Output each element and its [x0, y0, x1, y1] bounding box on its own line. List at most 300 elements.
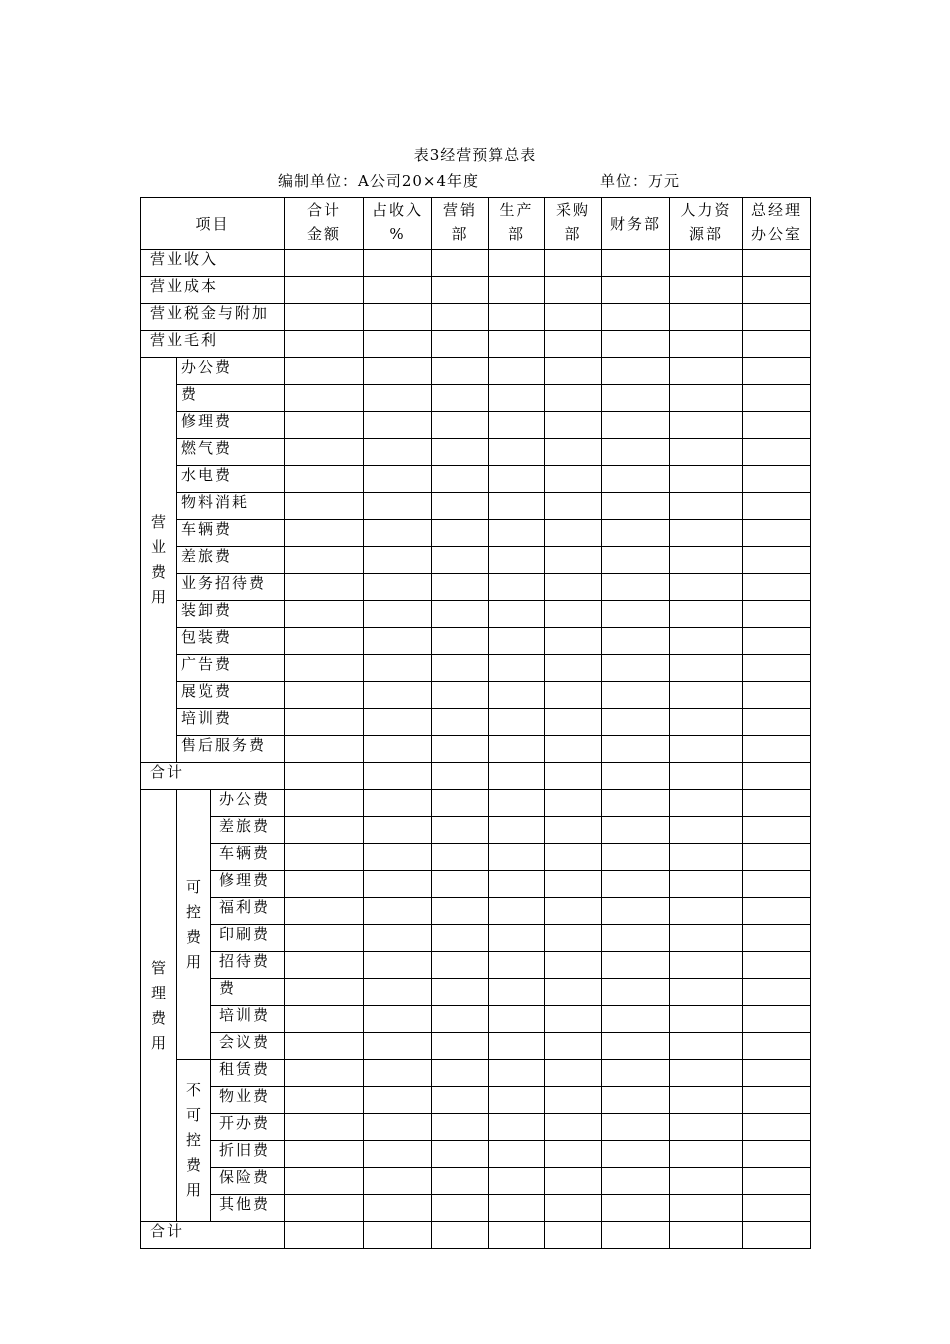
value-cell[interactable] [670, 358, 743, 385]
value-cell[interactable] [545, 574, 602, 601]
value-cell[interactable] [364, 385, 432, 412]
value-cell[interactable] [432, 466, 489, 493]
value-cell[interactable] [545, 520, 602, 547]
value-cell[interactable] [602, 493, 670, 520]
row-label: 装卸费 [177, 601, 285, 628]
value-cell[interactable] [545, 817, 602, 844]
value-cell[interactable] [743, 1195, 811, 1222]
row-label: 修理费 [177, 412, 285, 439]
value-cell[interactable] [285, 547, 364, 574]
value-cell[interactable] [670, 1033, 743, 1060]
value-cell[interactable] [545, 1195, 602, 1222]
value-cell[interactable] [285, 1195, 364, 1222]
value-cell[interactable] [432, 871, 489, 898]
value-cell[interactable] [743, 277, 811, 304]
value-cell[interactable] [489, 1141, 545, 1168]
value-cell[interactable] [670, 979, 743, 1006]
value-cell[interactable] [285, 682, 364, 709]
value-cell[interactable] [432, 979, 489, 1006]
value-cell[interactable] [285, 1006, 364, 1033]
value-cell[interactable] [364, 1033, 432, 1060]
value-cell[interactable] [489, 1006, 545, 1033]
value-cell[interactable] [489, 520, 545, 547]
value-cell[interactable] [489, 466, 545, 493]
value-cell[interactable] [364, 1222, 432, 1249]
value-cell[interactable] [364, 763, 432, 790]
value-cell[interactable] [743, 790, 811, 817]
value-cell[interactable] [602, 952, 670, 979]
value-cell[interactable] [670, 871, 743, 898]
value-cell[interactable] [670, 709, 743, 736]
value-cell[interactable] [602, 250, 670, 277]
value-cell[interactable] [670, 925, 743, 952]
value-cell[interactable] [545, 925, 602, 952]
value-cell[interactable] [670, 1087, 743, 1114]
value-cell[interactable] [743, 1222, 811, 1249]
value-cell[interactable] [489, 1168, 545, 1195]
value-cell[interactable] [743, 655, 811, 682]
value-cell[interactable] [285, 709, 364, 736]
value-cell[interactable] [364, 844, 432, 871]
value-cell[interactable] [545, 1222, 602, 1249]
value-cell[interactable] [432, 655, 489, 682]
value-cell[interactable] [489, 817, 545, 844]
value-cell[interactable] [489, 385, 545, 412]
value-cell[interactable] [670, 1168, 743, 1195]
value-cell[interactable] [489, 709, 545, 736]
value-cell[interactable] [602, 439, 670, 466]
value-cell[interactable] [489, 250, 545, 277]
value-cell[interactable] [670, 817, 743, 844]
value-cell[interactable] [545, 1006, 602, 1033]
value-cell[interactable] [743, 385, 811, 412]
value-cell[interactable] [545, 1060, 602, 1087]
value-cell[interactable] [602, 1060, 670, 1087]
value-cell[interactable] [602, 385, 670, 412]
value-cell[interactable] [743, 358, 811, 385]
value-cell[interactable] [285, 736, 364, 763]
value-cell[interactable] [489, 844, 545, 871]
value-cell[interactable] [743, 439, 811, 466]
value-cell[interactable] [743, 682, 811, 709]
value-cell[interactable] [364, 709, 432, 736]
value-cell[interactable] [743, 1006, 811, 1033]
value-cell[interactable] [432, 1168, 489, 1195]
value-cell[interactable] [670, 520, 743, 547]
value-cell[interactable] [364, 250, 432, 277]
value-cell[interactable] [545, 547, 602, 574]
value-cell[interactable] [364, 817, 432, 844]
value-cell[interactable] [432, 898, 489, 925]
value-cell[interactable] [545, 304, 602, 331]
value-cell[interactable] [743, 1168, 811, 1195]
value-cell[interactable] [432, 277, 489, 304]
value-cell[interactable] [670, 250, 743, 277]
value-cell[interactable] [670, 385, 743, 412]
value-cell[interactable] [743, 412, 811, 439]
value-cell[interactable] [545, 898, 602, 925]
value-cell[interactable] [432, 250, 489, 277]
value-cell[interactable] [545, 844, 602, 871]
value-cell[interactable] [285, 1168, 364, 1195]
value-cell[interactable] [489, 628, 545, 655]
value-cell[interactable] [432, 574, 489, 601]
value-cell[interactable] [432, 1006, 489, 1033]
value-cell[interactable] [364, 547, 432, 574]
value-cell[interactable] [489, 1195, 545, 1222]
value-cell[interactable] [285, 439, 364, 466]
value-cell[interactable] [364, 331, 432, 358]
value-cell[interactable] [489, 277, 545, 304]
value-cell[interactable] [489, 655, 545, 682]
value-cell[interactable] [743, 1087, 811, 1114]
value-cell[interactable] [489, 331, 545, 358]
value-cell[interactable] [364, 736, 432, 763]
value-cell[interactable] [670, 763, 743, 790]
value-cell[interactable] [432, 385, 489, 412]
value-cell[interactable] [670, 304, 743, 331]
value-cell[interactable] [670, 682, 743, 709]
value-cell[interactable] [489, 601, 545, 628]
value-cell[interactable] [285, 925, 364, 952]
value-cell[interactable] [285, 763, 364, 790]
value-cell[interactable] [364, 1006, 432, 1033]
value-cell[interactable] [285, 898, 364, 925]
value-cell[interactable] [602, 736, 670, 763]
value-cell[interactable] [602, 871, 670, 898]
value-cell[interactable] [489, 952, 545, 979]
value-cell[interactable] [489, 979, 545, 1006]
value-cell[interactable] [489, 1222, 545, 1249]
value-cell[interactable] [432, 628, 489, 655]
value-cell[interactable] [285, 304, 364, 331]
value-cell[interactable] [285, 844, 364, 871]
value-cell[interactable] [432, 1114, 489, 1141]
value-cell[interactable] [743, 898, 811, 925]
value-cell[interactable] [545, 655, 602, 682]
value-cell[interactable] [432, 439, 489, 466]
value-cell[interactable] [743, 466, 811, 493]
value-cell[interactable] [364, 1087, 432, 1114]
value-cell[interactable] [285, 952, 364, 979]
value-cell[interactable] [602, 1141, 670, 1168]
value-cell[interactable] [364, 439, 432, 466]
value-cell[interactable] [489, 682, 545, 709]
value-cell[interactable] [545, 439, 602, 466]
value-cell[interactable] [432, 412, 489, 439]
value-cell[interactable] [432, 358, 489, 385]
value-cell[interactable] [670, 1222, 743, 1249]
value-cell[interactable] [285, 412, 364, 439]
value-cell[interactable] [432, 925, 489, 952]
header-sales: 营销 部 [432, 198, 489, 250]
value-cell[interactable] [545, 1168, 602, 1195]
value-cell[interactable] [432, 1195, 489, 1222]
value-cell[interactable] [364, 574, 432, 601]
value-cell[interactable] [545, 277, 602, 304]
value-cell[interactable] [670, 1141, 743, 1168]
value-cell[interactable] [545, 952, 602, 979]
value-cell[interactable] [432, 547, 489, 574]
value-cell[interactable] [545, 331, 602, 358]
value-cell[interactable] [285, 385, 364, 412]
value-cell[interactable] [432, 304, 489, 331]
value-cell[interactable] [602, 1114, 670, 1141]
value-cell[interactable] [364, 628, 432, 655]
value-cell[interactable] [489, 790, 545, 817]
value-cell[interactable] [545, 1033, 602, 1060]
value-cell[interactable] [602, 1222, 670, 1249]
value-cell[interactable] [285, 520, 364, 547]
value-cell[interactable] [285, 655, 364, 682]
value-cell[interactable] [364, 412, 432, 439]
value-cell[interactable] [489, 871, 545, 898]
value-cell[interactable] [602, 574, 670, 601]
value-cell[interactable] [545, 709, 602, 736]
value-cell[interactable] [743, 250, 811, 277]
value-cell[interactable] [364, 655, 432, 682]
value-cell[interactable] [602, 709, 670, 736]
value-cell[interactable] [670, 547, 743, 574]
value-cell[interactable] [743, 1033, 811, 1060]
value-cell[interactable] [285, 1141, 364, 1168]
value-cell[interactable] [545, 1141, 602, 1168]
value-cell[interactable] [670, 466, 743, 493]
value-cell[interactable] [432, 844, 489, 871]
value-cell[interactable] [602, 898, 670, 925]
value-cell[interactable] [364, 952, 432, 979]
value-cell[interactable] [545, 682, 602, 709]
value-cell[interactable] [285, 1060, 364, 1087]
value-cell[interactable] [432, 709, 489, 736]
value-cell[interactable] [432, 520, 489, 547]
value-cell[interactable] [602, 1033, 670, 1060]
value-cell[interactable] [285, 790, 364, 817]
value-cell[interactable] [364, 682, 432, 709]
value-cell[interactable] [602, 1168, 670, 1195]
value-cell[interactable] [743, 763, 811, 790]
value-cell[interactable] [489, 736, 545, 763]
value-cell[interactable] [602, 763, 670, 790]
value-cell[interactable] [489, 412, 545, 439]
value-cell[interactable] [285, 871, 364, 898]
value-cell[interactable] [602, 979, 670, 1006]
value-cell[interactable] [364, 871, 432, 898]
value-cell[interactable] [670, 412, 743, 439]
value-cell[interactable] [489, 439, 545, 466]
value-cell[interactable] [285, 466, 364, 493]
value-cell[interactable] [489, 1087, 545, 1114]
value-cell[interactable] [364, 493, 432, 520]
value-cell[interactable] [545, 1114, 602, 1141]
value-cell[interactable] [364, 925, 432, 952]
value-cell[interactable] [602, 547, 670, 574]
value-cell[interactable] [545, 736, 602, 763]
value-cell[interactable] [489, 493, 545, 520]
value-cell[interactable] [743, 574, 811, 601]
value-cell[interactable] [545, 1087, 602, 1114]
value-cell[interactable] [364, 1060, 432, 1087]
value-cell[interactable] [364, 979, 432, 1006]
value-cell[interactable] [432, 790, 489, 817]
value-cell[interactable] [432, 1033, 489, 1060]
value-cell[interactable] [432, 331, 489, 358]
value-cell[interactable] [602, 412, 670, 439]
value-cell[interactable] [743, 628, 811, 655]
value-cell[interactable] [743, 817, 811, 844]
value-cell[interactable] [432, 1060, 489, 1087]
value-cell[interactable] [432, 763, 489, 790]
value-cell[interactable] [364, 520, 432, 547]
value-cell[interactable] [364, 304, 432, 331]
value-cell[interactable] [545, 601, 602, 628]
value-cell[interactable] [602, 817, 670, 844]
value-cell[interactable] [489, 1114, 545, 1141]
value-cell[interactable] [285, 1033, 364, 1060]
value-cell[interactable] [364, 277, 432, 304]
value-cell[interactable] [602, 601, 670, 628]
value-cell[interactable] [743, 331, 811, 358]
value-cell[interactable] [670, 952, 743, 979]
value-cell[interactable] [489, 1033, 545, 1060]
value-cell[interactable] [670, 1060, 743, 1087]
value-cell[interactable] [285, 277, 364, 304]
value-cell[interactable] [285, 817, 364, 844]
value-cell[interactable] [602, 682, 670, 709]
value-cell[interactable] [285, 601, 364, 628]
value-cell[interactable] [545, 871, 602, 898]
value-cell[interactable] [743, 979, 811, 1006]
value-cell[interactable] [545, 412, 602, 439]
value-cell[interactable] [285, 1222, 364, 1249]
value-cell[interactable] [602, 790, 670, 817]
value-cell[interactable] [602, 1006, 670, 1033]
value-cell[interactable] [602, 844, 670, 871]
value-cell[interactable] [432, 682, 489, 709]
value-cell[interactable] [489, 898, 545, 925]
value-cell[interactable] [285, 628, 364, 655]
value-cell[interactable] [670, 844, 743, 871]
value-cell[interactable] [602, 1195, 670, 1222]
value-cell[interactable] [743, 520, 811, 547]
value-cell[interactable] [670, 736, 743, 763]
value-cell[interactable] [743, 304, 811, 331]
value-cell[interactable] [545, 385, 602, 412]
value-cell[interactable] [670, 1006, 743, 1033]
value-cell[interactable] [670, 1195, 743, 1222]
value-cell[interactable] [670, 574, 743, 601]
value-cell[interactable] [670, 655, 743, 682]
value-cell[interactable] [670, 1114, 743, 1141]
value-cell[interactable] [364, 1141, 432, 1168]
value-cell[interactable] [743, 952, 811, 979]
value-cell[interactable] [602, 331, 670, 358]
value-cell[interactable] [743, 601, 811, 628]
value-cell[interactable] [545, 628, 602, 655]
value-cell[interactable] [743, 1060, 811, 1087]
value-cell[interactable] [743, 1114, 811, 1141]
value-cell[interactable] [743, 493, 811, 520]
value-cell[interactable] [489, 763, 545, 790]
value-cell[interactable] [432, 817, 489, 844]
value-cell[interactable] [545, 358, 602, 385]
value-cell[interactable] [602, 277, 670, 304]
value-cell[interactable] [285, 358, 364, 385]
value-cell[interactable] [432, 493, 489, 520]
value-cell[interactable] [364, 601, 432, 628]
value-cell[interactable] [489, 1060, 545, 1087]
value-cell[interactable] [432, 1087, 489, 1114]
value-cell[interactable] [364, 1168, 432, 1195]
value-cell[interactable] [545, 250, 602, 277]
value-cell[interactable] [364, 898, 432, 925]
value-cell[interactable] [545, 979, 602, 1006]
value-cell[interactable] [364, 790, 432, 817]
value-cell[interactable] [489, 304, 545, 331]
value-cell[interactable] [545, 493, 602, 520]
table-row [141, 736, 811, 763]
value-cell[interactable] [432, 1222, 489, 1249]
value-cell[interactable] [602, 925, 670, 952]
value-cell[interactable] [489, 358, 545, 385]
value-cell[interactable] [285, 1114, 364, 1141]
value-cell[interactable] [670, 439, 743, 466]
value-cell[interactable] [743, 844, 811, 871]
value-cell[interactable] [602, 1087, 670, 1114]
value-cell[interactable] [489, 574, 545, 601]
value-cell[interactable] [285, 574, 364, 601]
value-cell[interactable] [670, 790, 743, 817]
value-cell[interactable] [602, 655, 670, 682]
value-cell[interactable] [670, 277, 743, 304]
value-cell[interactable] [285, 493, 364, 520]
value-cell[interactable] [743, 547, 811, 574]
value-cell[interactable] [670, 601, 743, 628]
value-cell[interactable] [743, 736, 811, 763]
value-cell[interactable] [489, 547, 545, 574]
value-cell[interactable] [432, 736, 489, 763]
value-cell[interactable] [545, 790, 602, 817]
value-cell[interactable] [602, 304, 670, 331]
value-cell[interactable] [670, 628, 743, 655]
value-cell[interactable] [602, 466, 670, 493]
value-cell[interactable] [364, 1114, 432, 1141]
value-cell[interactable] [285, 331, 364, 358]
value-cell[interactable] [364, 1195, 432, 1222]
value-cell[interactable] [285, 250, 364, 277]
value-cell[interactable] [602, 628, 670, 655]
value-cell[interactable] [489, 925, 545, 952]
value-cell[interactable] [743, 1141, 811, 1168]
value-cell[interactable] [432, 601, 489, 628]
value-cell[interactable] [545, 466, 602, 493]
value-cell[interactable] [364, 466, 432, 493]
value-cell[interactable] [602, 520, 670, 547]
value-cell[interactable] [545, 763, 602, 790]
value-cell[interactable] [670, 898, 743, 925]
value-cell[interactable] [432, 952, 489, 979]
value-cell[interactable] [743, 709, 811, 736]
value-cell[interactable] [670, 331, 743, 358]
value-cell[interactable] [432, 1141, 489, 1168]
value-cell[interactable] [743, 925, 811, 952]
value-cell[interactable] [670, 493, 743, 520]
value-cell[interactable] [743, 871, 811, 898]
value-cell[interactable] [364, 358, 432, 385]
value-cell[interactable] [285, 1087, 364, 1114]
value-cell[interactable] [602, 358, 670, 385]
value-cell[interactable] [285, 979, 364, 1006]
